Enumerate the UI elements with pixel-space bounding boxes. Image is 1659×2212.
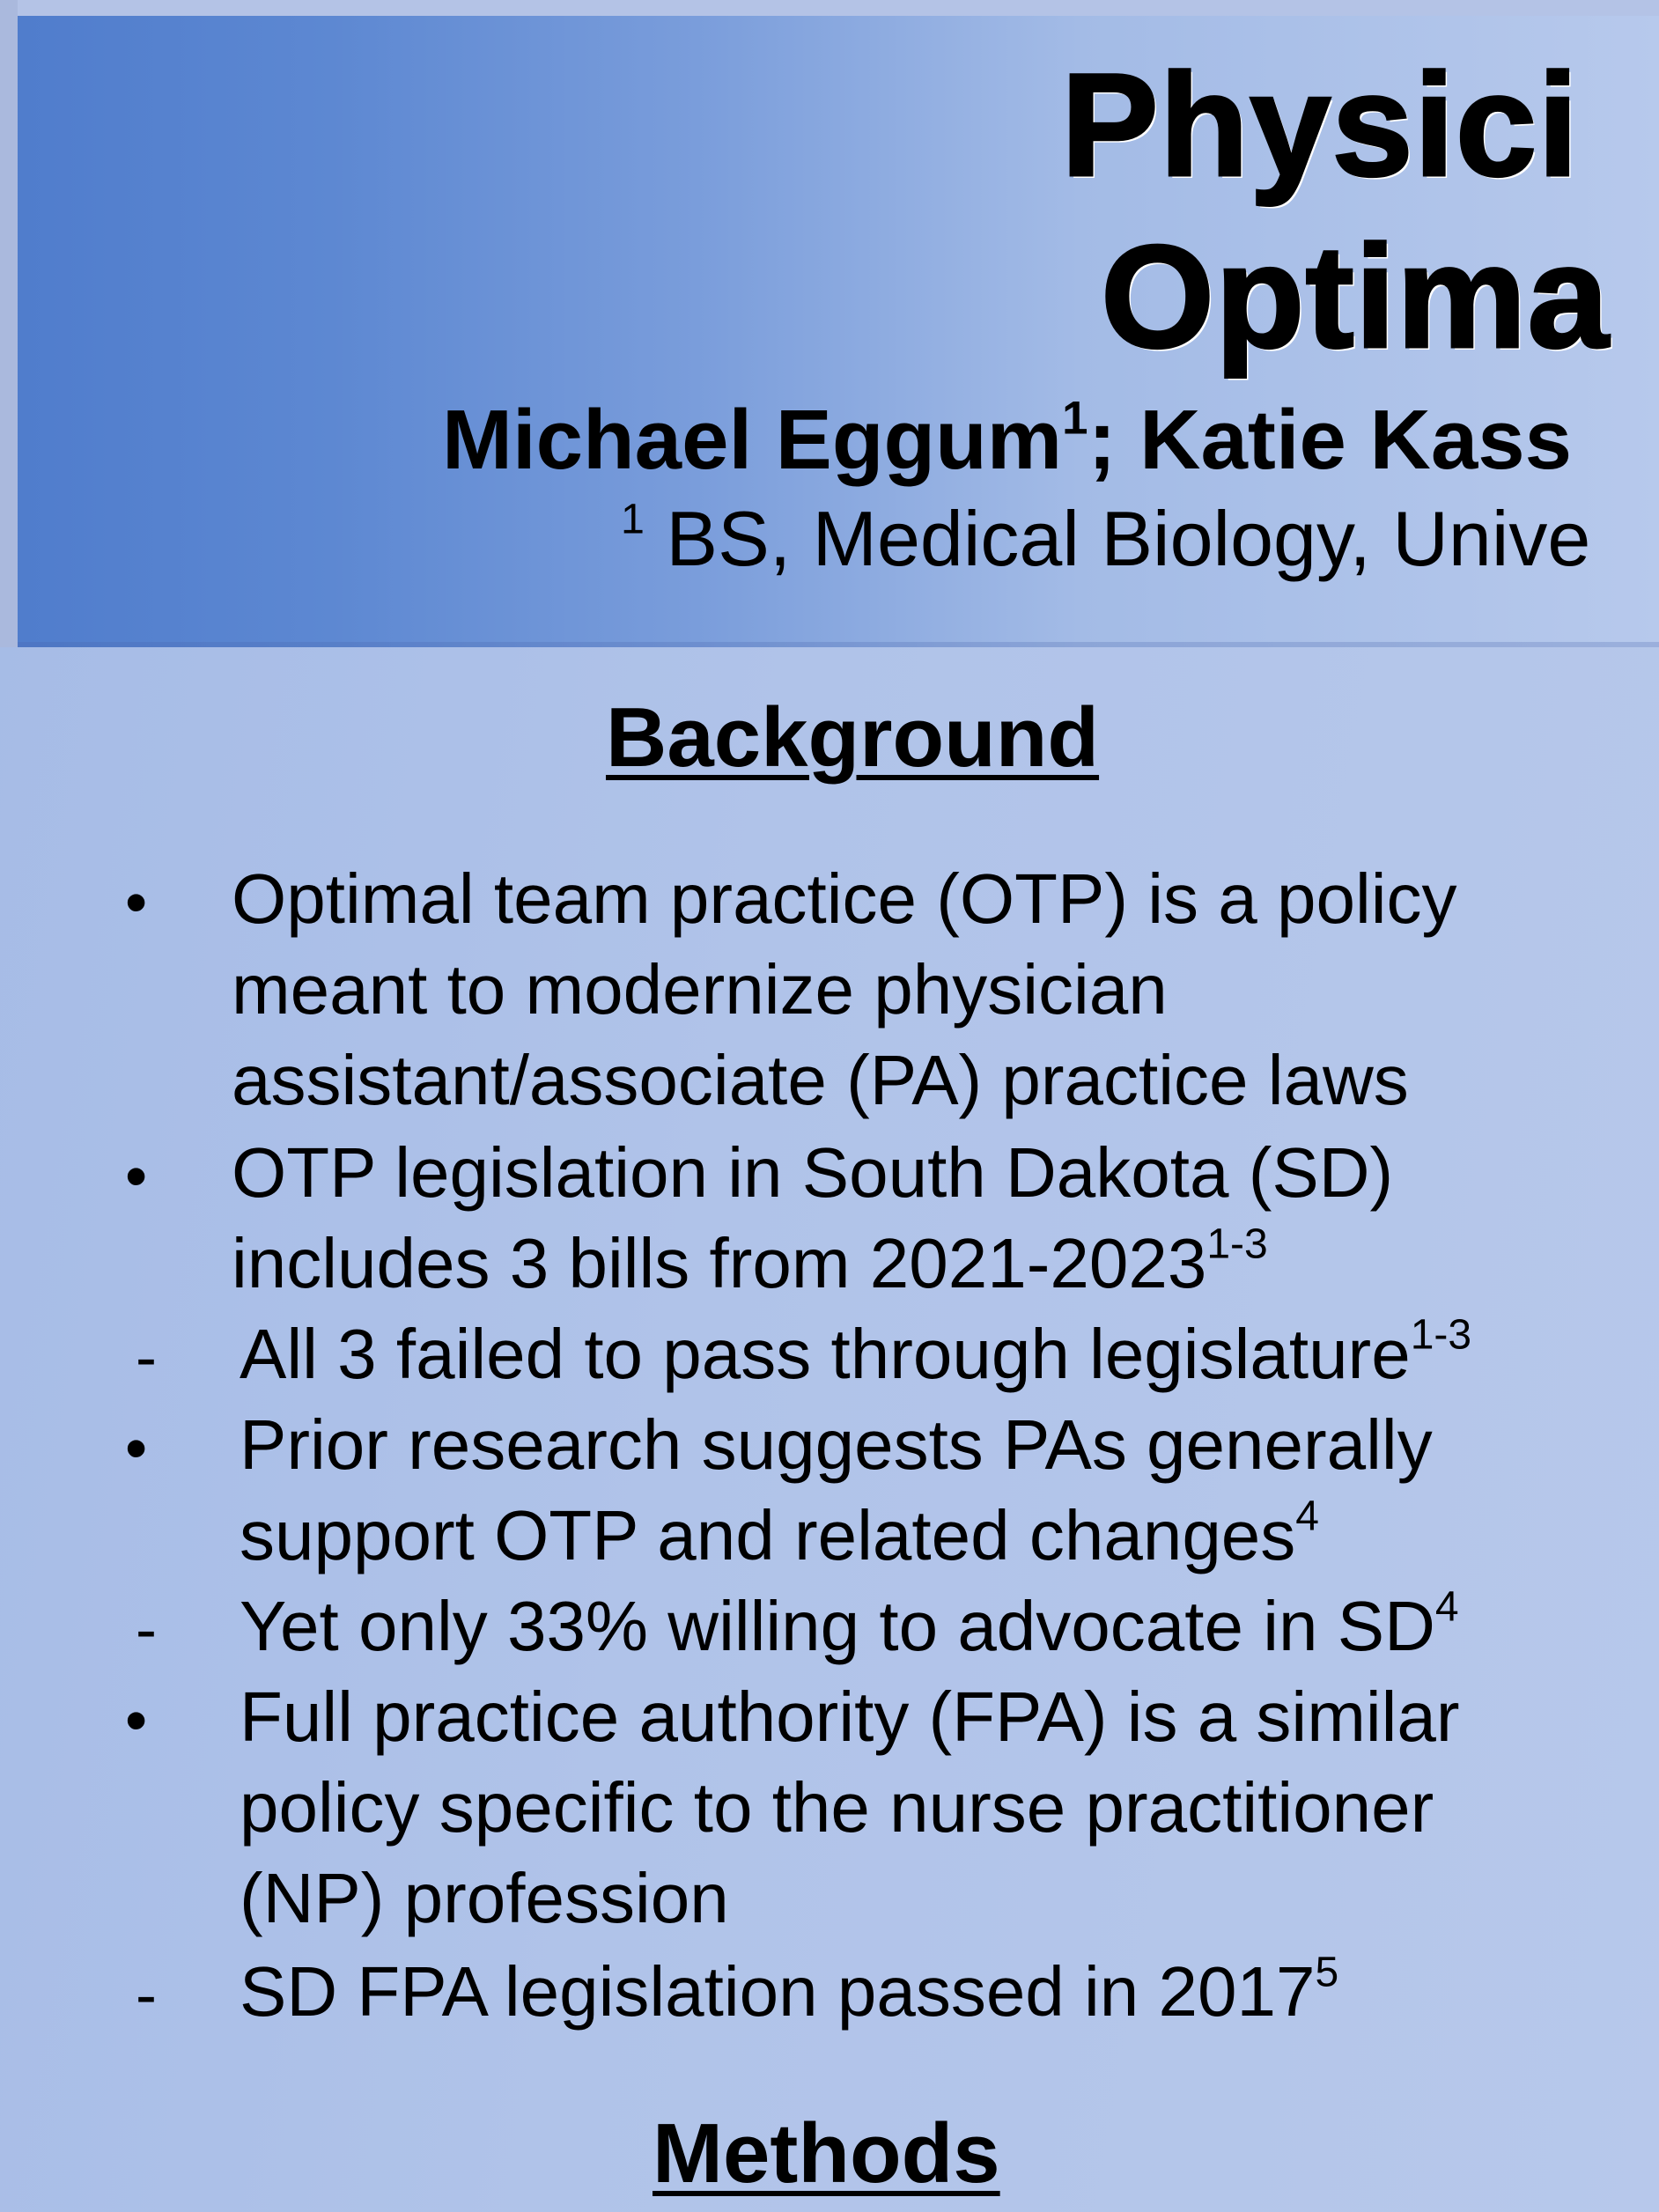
list-item-text: Optimal team practice (OTP) is a policy <box>232 859 1457 938</box>
bullet-marker: • <box>125 1413 148 1484</box>
list-item <box>0 853 1659 941</box>
author-name: Katie Kass <box>1139 393 1573 487</box>
dash-marker: - <box>136 1323 157 1393</box>
left-border <box>0 0 18 647</box>
list-item-text: meant to modernize physician <box>232 950 1168 1029</box>
list-item-continuation <box>0 1853 1659 1941</box>
list-item-text: policy specific to the nurse practitioner <box>240 1768 1434 1847</box>
list-item-continuation <box>0 1218 1659 1306</box>
bullet-marker: • <box>125 1685 148 1756</box>
citation-superscript: 4 <box>1295 1493 1319 1540</box>
list-item-continuation <box>0 1762 1659 1850</box>
poster-title-line-2: Optima <box>1101 216 1610 379</box>
citation-superscript: 1-3 <box>1410 1311 1472 1359</box>
author-name: Michael Eggum <box>442 393 1063 487</box>
affiliation-superscript: 1 <box>621 495 645 543</box>
list-item-text-main: Yet only 33% willing to advocate in SD <box>240 1587 1435 1665</box>
affiliation-line <box>621 495 1591 582</box>
list-item <box>0 1309 1659 1397</box>
list-item <box>0 1581 1659 1669</box>
list-item-text <box>240 1946 1338 2038</box>
list-item <box>0 1671 1659 1759</box>
list-item-text: assistant/associate (PA) practice laws <box>232 1041 1409 1119</box>
list-item <box>0 1399 1659 1487</box>
affiliation-superscript: 1 <box>1062 392 1088 445</box>
list-item <box>0 1127 1659 1215</box>
list-item-text: Prior research suggests PAs generally <box>240 1405 1433 1484</box>
list-item-continuation <box>0 944 1659 1032</box>
dash-marker: - <box>136 1960 157 2031</box>
background-heading: Background <box>606 690 1100 785</box>
citation-superscript: 4 <box>1434 1583 1459 1631</box>
list-item-text-main: includes 3 bills from 2021-2023 <box>232 1224 1207 1302</box>
list-item-text-main: All 3 failed to pass through legislature <box>240 1315 1411 1393</box>
author-list <box>442 392 1573 487</box>
list-item-text: (NP) profession <box>240 1859 729 1937</box>
list-item-text <box>232 1218 1268 1309</box>
poster-title-line-1: Physici <box>1061 44 1580 207</box>
affiliation-text: BS, Medical Biology, Unive <box>644 495 1591 582</box>
citation-superscript: 1-3 <box>1206 1220 1268 1268</box>
list-item-continuation <box>0 1035 1659 1123</box>
bullet-marker: • <box>125 1141 148 1212</box>
author-separator: ; <box>1088 393 1140 487</box>
bullet-marker: • <box>125 867 148 938</box>
list-item-continuation <box>0 1490 1659 1578</box>
list-item-text <box>240 1309 1471 1400</box>
citation-superscript: 5 <box>1315 1949 1339 1996</box>
dash-marker: - <box>136 1595 157 1665</box>
list-item-text-main: support OTP and related changes <box>240 1496 1296 1574</box>
list-item-text: Full practice authority (FPA) is a similar <box>240 1677 1460 1756</box>
methods-heading: Methods <box>653 2106 1000 2201</box>
list-item-text <box>240 1490 1319 1582</box>
top-border <box>0 0 1659 16</box>
list-item-text-main: SD FPA legislation passed in 2017 <box>240 1952 1316 2031</box>
list-item-text <box>240 1581 1459 1672</box>
list-item-text: OTP legislation in South Dakota (SD) <box>232 1133 1394 1212</box>
list-item <box>0 1946 1659 2034</box>
